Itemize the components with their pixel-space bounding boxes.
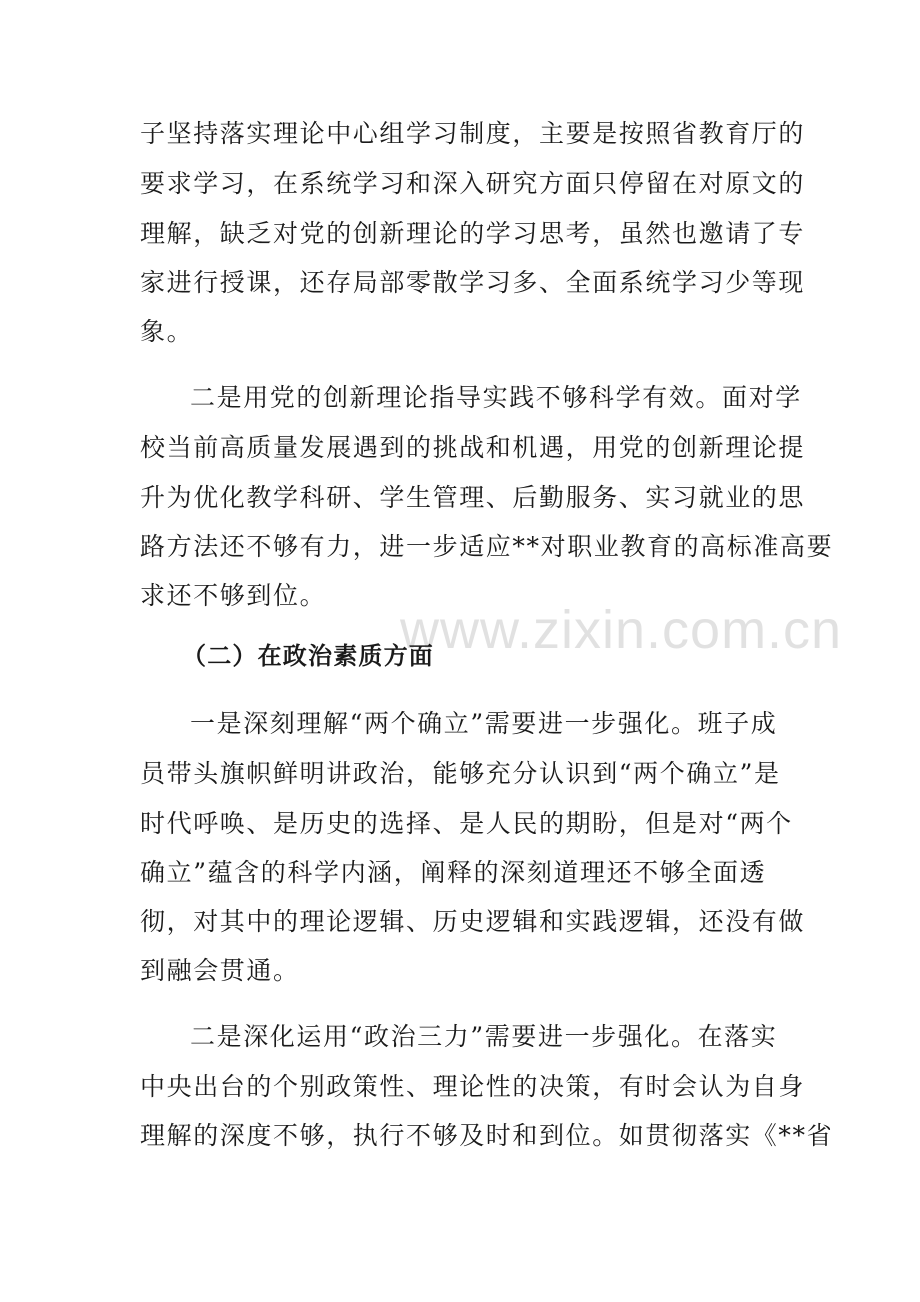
paragraph-2-line: 校当前高质量发展遇到的挑战和机遇，用党的创新理论提 bbox=[140, 433, 806, 462]
paragraph-1-line: 家进行授课，还存局部零散学习多、全面系统学习少等现 bbox=[140, 268, 806, 297]
watermark: www.zixin.com.cn bbox=[400, 600, 843, 660]
paragraph-3-line: 员带头旗帜鲜明讲政治，能够充分认识到“两个确立”是 bbox=[140, 759, 781, 788]
paragraph-3-line: 彻，对其中的理论逻辑、历史逻辑和实践逻辑，还没有做 bbox=[140, 907, 806, 936]
paragraph-1-line: 要求学习，在系统学习和深入研究方面只停留在对原文的 bbox=[140, 169, 806, 198]
paragraph-1-line: 子坚持落实理论中心组学习制度，主要是按照省教育厅的 bbox=[140, 119, 806, 148]
paragraph-2-line: 求还不够到位。 bbox=[140, 581, 327, 610]
paragraph-1-line: 理解，缺乏对党的创新理论的学习思考，虽然也邀请了专 bbox=[140, 219, 806, 248]
paragraph-2-line: 二是用党的创新理论指导实践不够科学有效。面对学 bbox=[190, 383, 802, 412]
paragraph-3-line: 一是深刻理解“两个确立”需要进一步强化。班子成 bbox=[190, 709, 778, 738]
paragraph-1-line: 象。 bbox=[140, 317, 194, 346]
paragraph-3-line: 到融会贯通。 bbox=[140, 956, 300, 985]
paragraph-4-line: 二是深化运用“政治三力”需要进一步强化。在落实 bbox=[190, 1022, 778, 1051]
paragraph-2-line: 升为优化教学科研、学生管理、后勤服务、实习就业的思 bbox=[140, 483, 806, 512]
paragraph-3-line: 确立”蕴含的科学内涵，阐释的深刻道理还不够全面透 bbox=[140, 858, 767, 887]
paragraph-4-line: 中央出台的个别政策性、理论性的决策，有时会认为自身 bbox=[140, 1072, 806, 1101]
paragraph-4-line: 理解的深度不够，执行不够及时和到位。如贯彻落实《**省 bbox=[140, 1121, 834, 1150]
paragraph-2-line: 路方法还不够有力，进一步适应**对职业教育的高标准高要 bbox=[140, 532, 834, 561]
section-heading: （二）在政治素质方面 bbox=[182, 642, 434, 670]
paragraph-3-line: 时代呼唤、是历史的选择、是人民的期盼，但是对“两个 bbox=[140, 809, 793, 838]
